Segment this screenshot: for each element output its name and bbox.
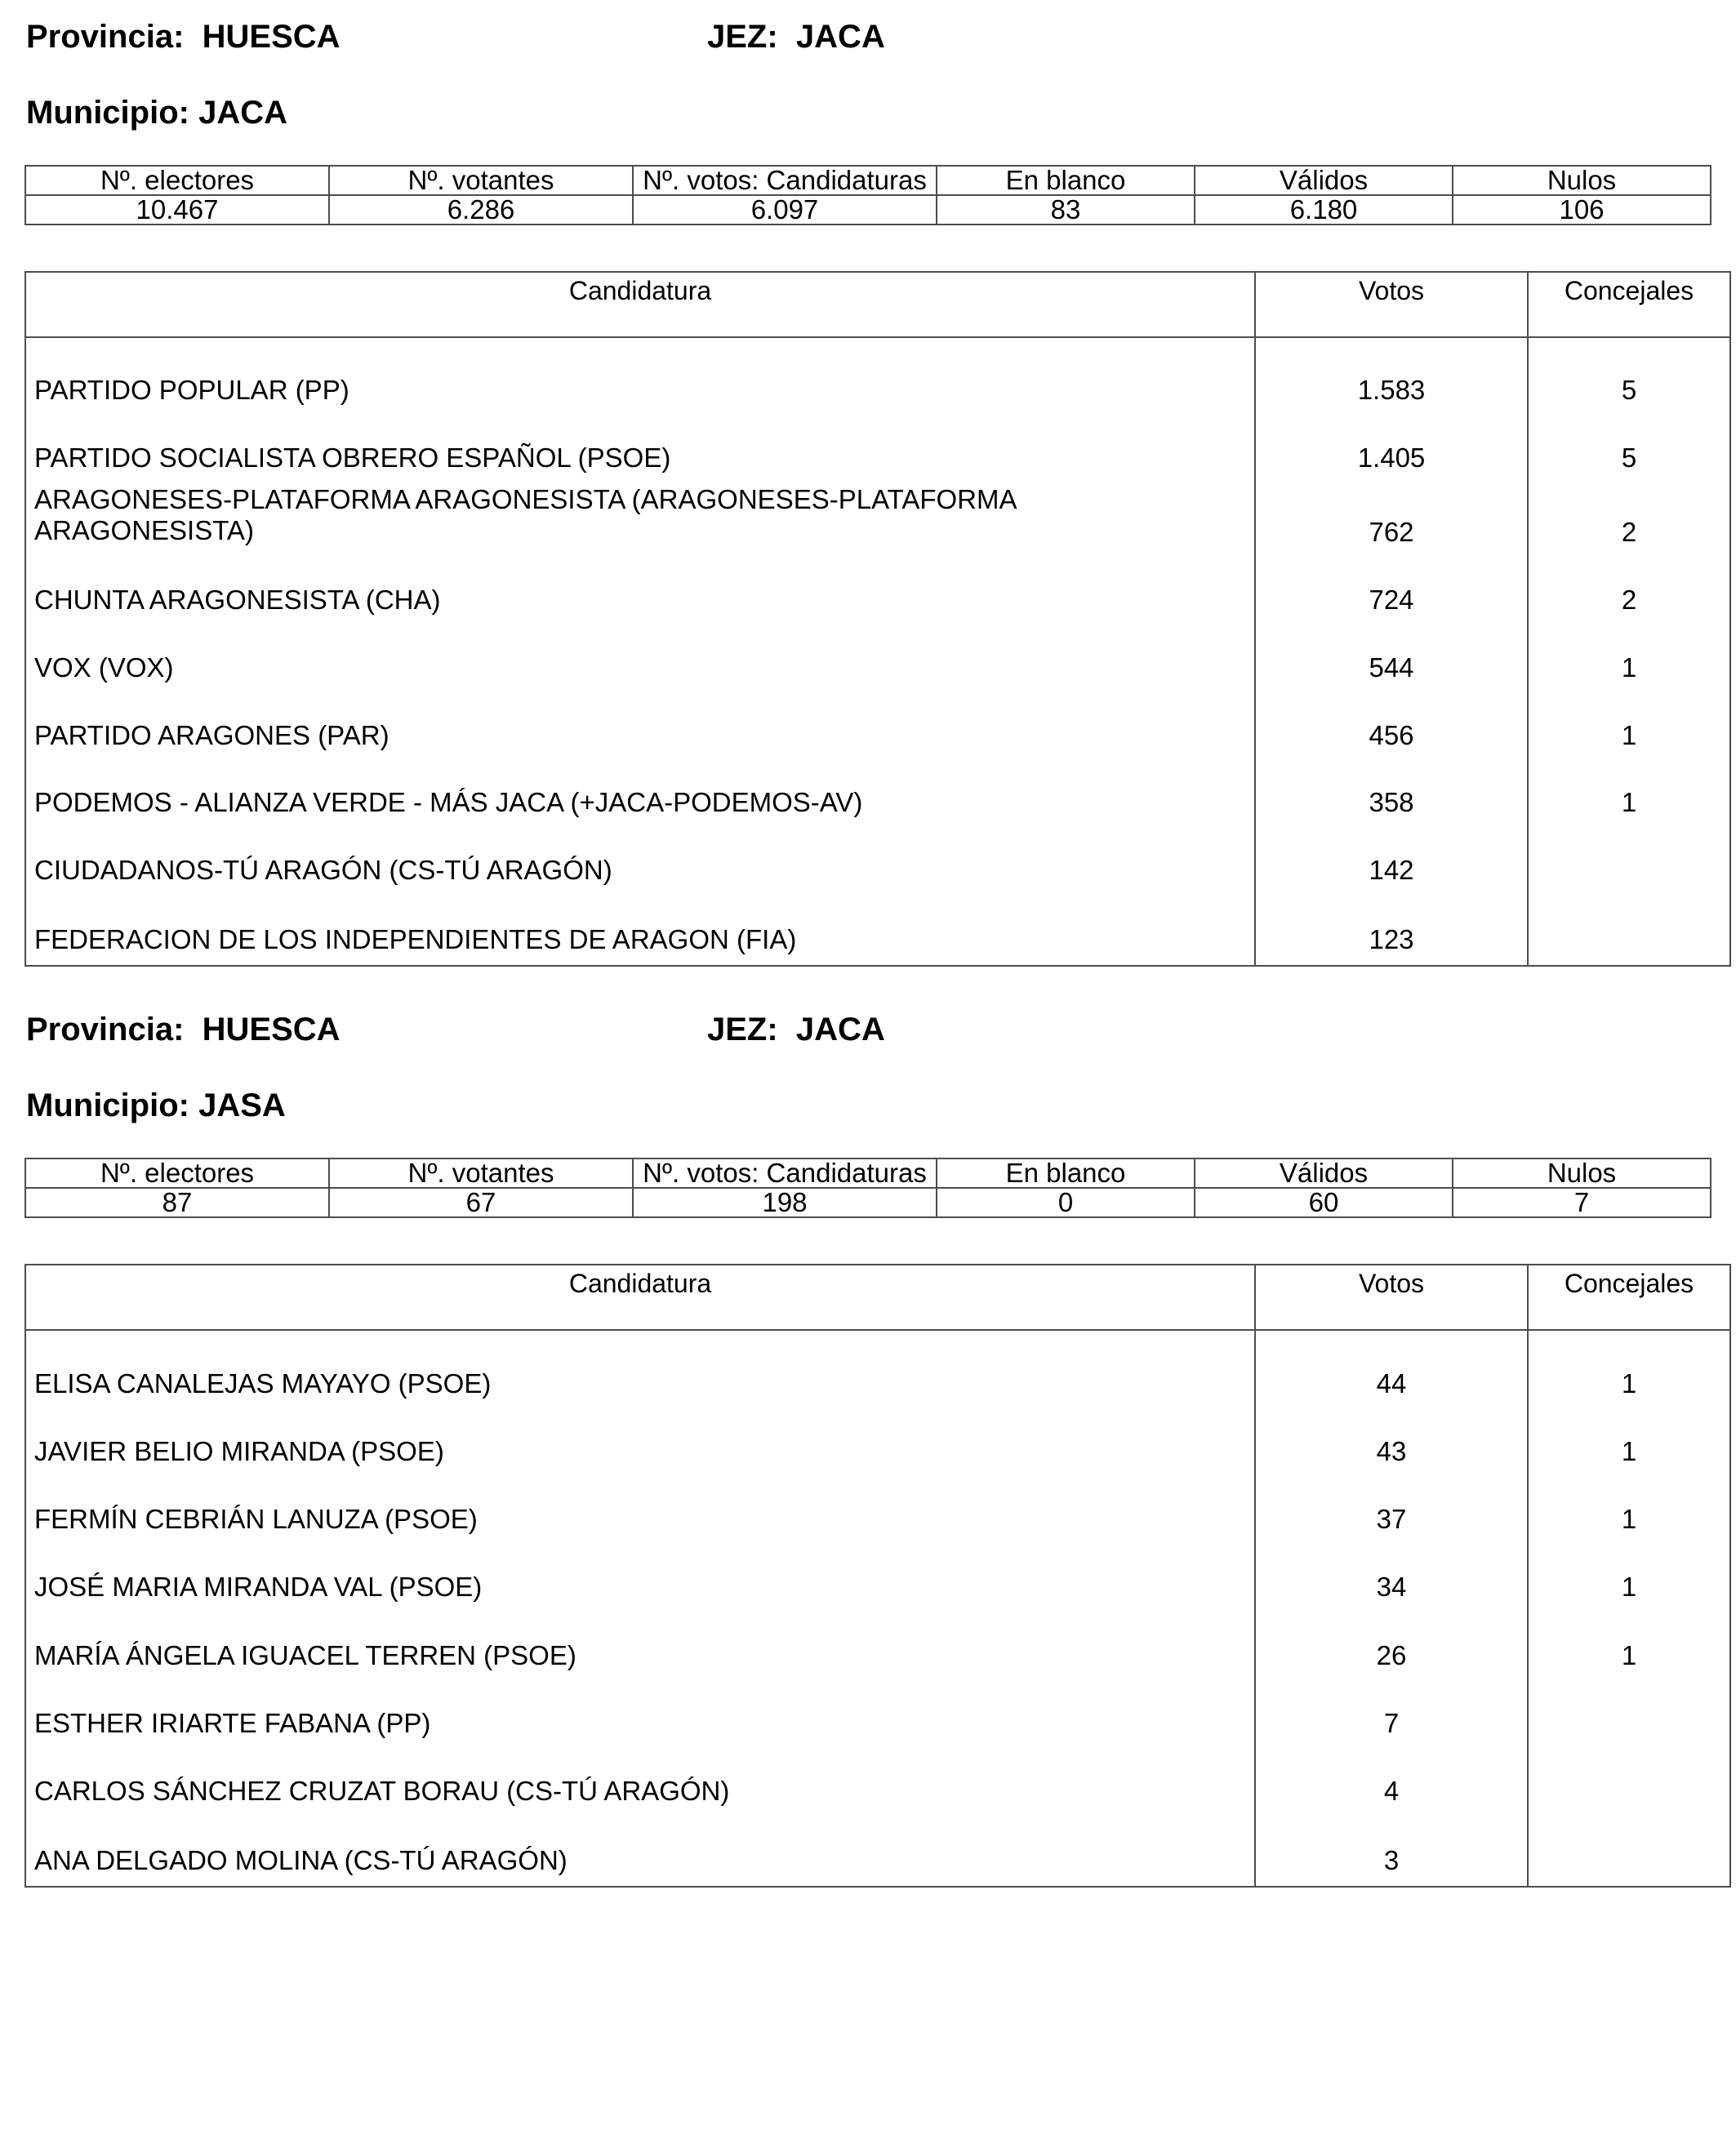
candidate-name: PARTIDO ARAGONES (PAR) [34, 719, 389, 750]
candidate-name-line2: ARAGONESISTA) [34, 515, 254, 546]
value-votos-candidaturas: 198 [633, 1188, 937, 1217]
header-votos-candidaturas: Nº. votos: Candidaturas [633, 166, 937, 195]
candidate-name: JAVIER BELIO MIRANDA (PSOE) [34, 1436, 444, 1467]
candidate-name: PODEMOS - ALIANZA VERDE - MÁS JACA (+JACA-PODEMOS-AV) [34, 787, 863, 818]
header-en-blanco: En blanco [937, 166, 1195, 195]
municipio-label: Municipio: [26, 1087, 189, 1123]
header-nulos: Nulos [1453, 1158, 1711, 1188]
candidate-votes: 762 [1254, 485, 1527, 559]
value-en-blanco: 0 [937, 1188, 1195, 1217]
table-row [26, 763, 1729, 830]
candidate-votes: 544 [1254, 627, 1527, 695]
candidate-votes: 37 [1254, 1479, 1527, 1546]
results-table [24, 271, 1731, 967]
value-votantes: 67 [329, 1188, 633, 1217]
table-row [26, 1479, 1729, 1546]
table-row [26, 338, 1729, 417]
table-row [26, 485, 1729, 559]
candidate-votes: 4 [1254, 1750, 1527, 1818]
candidate-votes: 34 [1254, 1546, 1527, 1614]
candidate-concejales: 1 [1527, 1331, 1729, 1411]
table-row [26, 417, 1729, 485]
candidate-name: PARTIDO POPULAR (PP) [34, 375, 349, 406]
candidate-votes: 26 [1254, 1614, 1527, 1682]
results-body [26, 1331, 1729, 1886]
provincia-label: Provincia: [26, 1012, 185, 1047]
summary-stats-table [24, 1158, 1712, 1218]
candidate-votes: 7 [1254, 1683, 1527, 1750]
municipio-header [26, 94, 287, 131]
candidate-votes: 456 [1254, 695, 1527, 763]
candidate-votes: 142 [1254, 829, 1527, 897]
table-row [26, 897, 1729, 965]
table-row [26, 1411, 1729, 1479]
candidate-votes: 1.405 [1254, 417, 1527, 485]
results-header-row [26, 1265, 1729, 1331]
provincia-value: HUESCA [202, 1012, 341, 1047]
candidate-concejales [1527, 829, 1729, 897]
provincia-header [26, 18, 341, 56]
candidate-name: ANA DELGADO MOLINA (CS-TÚ ARAGÓN) [34, 1845, 568, 1876]
candidate-name [26, 484, 1254, 559]
value-electores: 87 [25, 1188, 329, 1217]
candidate-concejales [1527, 897, 1729, 965]
header-electores: Nº. electores [25, 166, 329, 195]
municipio-value: JASA [198, 1087, 286, 1123]
value-nulos: 7 [1453, 1188, 1711, 1217]
summary-stats-table [24, 165, 1712, 225]
table-row [26, 1614, 1729, 1682]
stats-value-row [25, 195, 1711, 225]
header-candidatura: Candidatura [568, 276, 712, 305]
table-row [26, 1818, 1729, 1886]
candidate-name: FERMÍN CEBRIÁN LANUZA (PSOE) [34, 1504, 478, 1535]
candidate-name-line1: ARAGONESES-PLATAFORMA ARAGONESISTA (ARAGONESES-PLATAFORMA [34, 484, 1017, 515]
candidate-name: MARÍA ÁNGELA IGUACEL TERREN (PSOE) [34, 1639, 576, 1670]
header-votantes: Nº. votantes [329, 166, 633, 195]
jez-label: JEZ: [707, 1012, 778, 1047]
value-votantes: 6.286 [329, 195, 633, 225]
table-row [26, 1750, 1729, 1818]
jez-header [707, 1011, 885, 1048]
jez-value: JACA [795, 19, 885, 55]
header-votantes: Nº. votantes [329, 1158, 633, 1188]
candidate-concejales: 1 [1527, 1411, 1729, 1479]
candidate-concejales: 5 [1527, 338, 1729, 417]
candidate-votes: 3 [1254, 1818, 1527, 1886]
candidate-name: CHUNTA ARAGONESISTA (CHA) [34, 585, 441, 615]
header-en-blanco: En blanco [937, 1158, 1195, 1188]
candidate-votes: 44 [1254, 1331, 1527, 1411]
provincia-label: Provincia: [26, 19, 185, 55]
value-en-blanco: 83 [937, 195, 1195, 225]
value-votos-candidaturas: 6.097 [633, 195, 937, 225]
candidate-name: CIUDADANOS-TÚ ARAGÓN (CS-TÚ ARAGÓN) [34, 855, 612, 886]
candidate-name: FEDERACION DE LOS INDEPENDIENTES DE ARAGON (FIA) [34, 923, 797, 954]
header-electores: Nº. electores [25, 1158, 329, 1188]
candidate-name: ELISA CANALEJAS MAYAYO (PSOE) [34, 1367, 492, 1399]
table-row [26, 559, 1729, 627]
results-body [26, 338, 1729, 965]
candidate-concejales [1527, 1683, 1729, 1750]
candidate-concejales: 1 [1527, 695, 1729, 763]
jez-header [707, 18, 885, 56]
header-validos: Válidos [1195, 166, 1453, 195]
table-row [26, 829, 1729, 897]
candidate-concejales [1527, 1818, 1729, 1886]
header-validos: Válidos [1195, 1158, 1453, 1188]
value-electores: 10.467 [25, 195, 329, 225]
stats-header-row [25, 1158, 1711, 1188]
candidate-votes: 43 [1254, 1411, 1527, 1479]
municipio-header [26, 1087, 286, 1124]
provincia-value: HUESCA [202, 19, 341, 55]
candidate-concejales: 1 [1527, 627, 1729, 695]
header-votos-candidaturas: Nº. votos: Candidaturas [633, 1158, 937, 1188]
candidate-votes: 1.583 [1254, 338, 1527, 417]
header-votos: Votos [1254, 273, 1527, 336]
candidate-name: ESTHER IRIARTE FABANA (PP) [34, 1707, 431, 1738]
jez-label: JEZ: [707, 19, 778, 55]
candidate-name: VOX (VOX) [34, 651, 174, 683]
candidate-concejales: 1 [1527, 1546, 1729, 1614]
candidate-concejales: 1 [1527, 1614, 1729, 1682]
value-nulos: 106 [1453, 195, 1711, 225]
candidate-concejales: 1 [1527, 1479, 1729, 1546]
candidate-votes: 358 [1254, 763, 1527, 830]
table-row [26, 1546, 1729, 1614]
stats-header-row [25, 166, 1711, 195]
results-table [24, 1264, 1731, 1888]
municipio-value: JACA [198, 95, 287, 131]
candidate-concejales: 2 [1527, 485, 1729, 559]
provincia-header [26, 1011, 341, 1048]
candidate-name: PARTIDO SOCIALISTA OBRERO ESPAÑOL (PSOE) [34, 442, 671, 474]
candidate-concejales: 5 [1527, 417, 1729, 485]
table-row [26, 1331, 1729, 1411]
value-validos: 6.180 [1195, 195, 1453, 225]
candidate-concejales: 2 [1527, 559, 1729, 627]
municipio-label: Municipio: [26, 95, 189, 131]
stats-value-row [25, 1188, 1711, 1217]
candidate-name: CARLOS SÁNCHEZ CRUZAT BORAU (CS-TÚ ARAGÓN) [34, 1775, 730, 1806]
table-row [26, 627, 1729, 695]
jez-value: JACA [795, 1012, 885, 1047]
candidate-votes: 123 [1254, 897, 1527, 965]
header-candidatura: Candidatura [568, 1269, 712, 1298]
results-header-row [26, 273, 1729, 338]
candidate-votes: 724 [1254, 559, 1527, 627]
header-concejales: Concejales [1527, 273, 1729, 336]
candidate-concejales [1527, 1750, 1729, 1818]
table-row [26, 695, 1729, 763]
value-validos: 60 [1195, 1188, 1453, 1217]
header-nulos: Nulos [1453, 166, 1711, 195]
header-concejales: Concejales [1527, 1265, 1729, 1329]
table-row [26, 1683, 1729, 1750]
candidate-concejales: 1 [1527, 763, 1729, 830]
candidate-name: JOSÉ MARIA MIRANDA VAL (PSOE) [34, 1572, 483, 1603]
header-votos: Votos [1254, 1265, 1527, 1329]
